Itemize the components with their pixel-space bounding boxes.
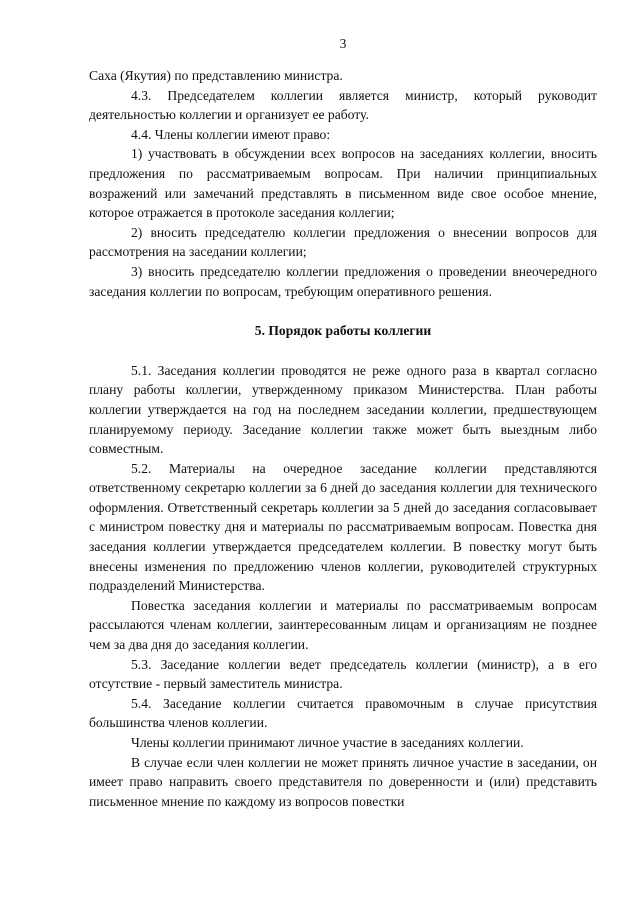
list-item-3: 3) вносить председателю коллегии предложения о проведении внеочередного заседания коллегии по вопросам, требующим оперативного решения.	[89, 263, 597, 299]
list-item-1: 1) участвовать в обсуждении всех вопросов на заседаниях коллегии, вносить предложения по рассматриваемым вопросам. При наличии принципиальных возражений или замечаний представлять в письменном виде свое особое мнение, которое отражается в протоколе заседания коллегии;	[89, 146, 597, 221]
paragraph-5-3: 5.3. Заседание коллегии ведет председатель коллегии (министр), а в его отсутствие - первый заместитель министра.	[89, 656, 597, 692]
page-number: 3	[339, 36, 347, 51]
paragraph-members: Члены коллегии принимают личное участие в заседаниях коллегии.	[131, 735, 524, 750]
section-5-title: 5. Порядок работы коллегии	[254, 323, 432, 339]
paragraph-5-2: 5.2. Материалы на очередное заседание коллегии представляются ответственному секретарю коллегии за 6 дней до заседания коллегии для технического оформления. Ответственный секретарь коллегии за 5 дней до заседания согласовывает с министром повестку дня и материалы по рассматриваемым вопросам. Повестка дня заседания коллегии утверждается председателем коллегии. В повестку могут быть внесены изменения по предложению членов коллегии, руководителей структурных подразделений Министерства.	[89, 460, 597, 594]
document-page	[89, 36, 597, 811]
list-item-2: 2) вносить председателю коллегии предложения о внесении вопросов для рассмотрения на заседании коллегии;	[89, 224, 597, 260]
paragraph-4-4: 4.4. Члены коллегии имеют право:	[131, 126, 331, 142]
paragraph-agenda: Повестка заседания коллегии и материалы по рассматриваемым вопросам рассылаются членам коллегии, заинтересованным лицам и организациям не позднее чем за два дня до заседания коллегии.	[89, 597, 597, 653]
paragraph-5-4: 5.4. Заседание коллегии считается правомочным в случае присутствия большинства членов коллегии.	[89, 695, 597, 731]
paragraph-4-3: 4.3. Председателем коллегии является министр, который руководит деятельностью коллегии и организует ее работу.	[89, 87, 597, 123]
paragraph-absence: В случае если член коллегии не может принять личное участие в заседании, он имеет право направить своего представителя по доверенности и (или) представить письменное мнение по каждому из вопросов повестки	[89, 754, 597, 809]
paragraph-5-1: 5.1. Заседания коллегии проводятся не реже одного раза в квартал согласно плану работы коллегии, утвержденному приказом Министерства. План работы коллегии утверждается на год на последнем заседании коллегии, предшествующем планируемому периоду. Заседание коллегии также может быть выездным либо совместным.	[89, 362, 597, 457]
paragraph-continuation: Саха (Якутия) по представлению министра.	[89, 68, 343, 83]
